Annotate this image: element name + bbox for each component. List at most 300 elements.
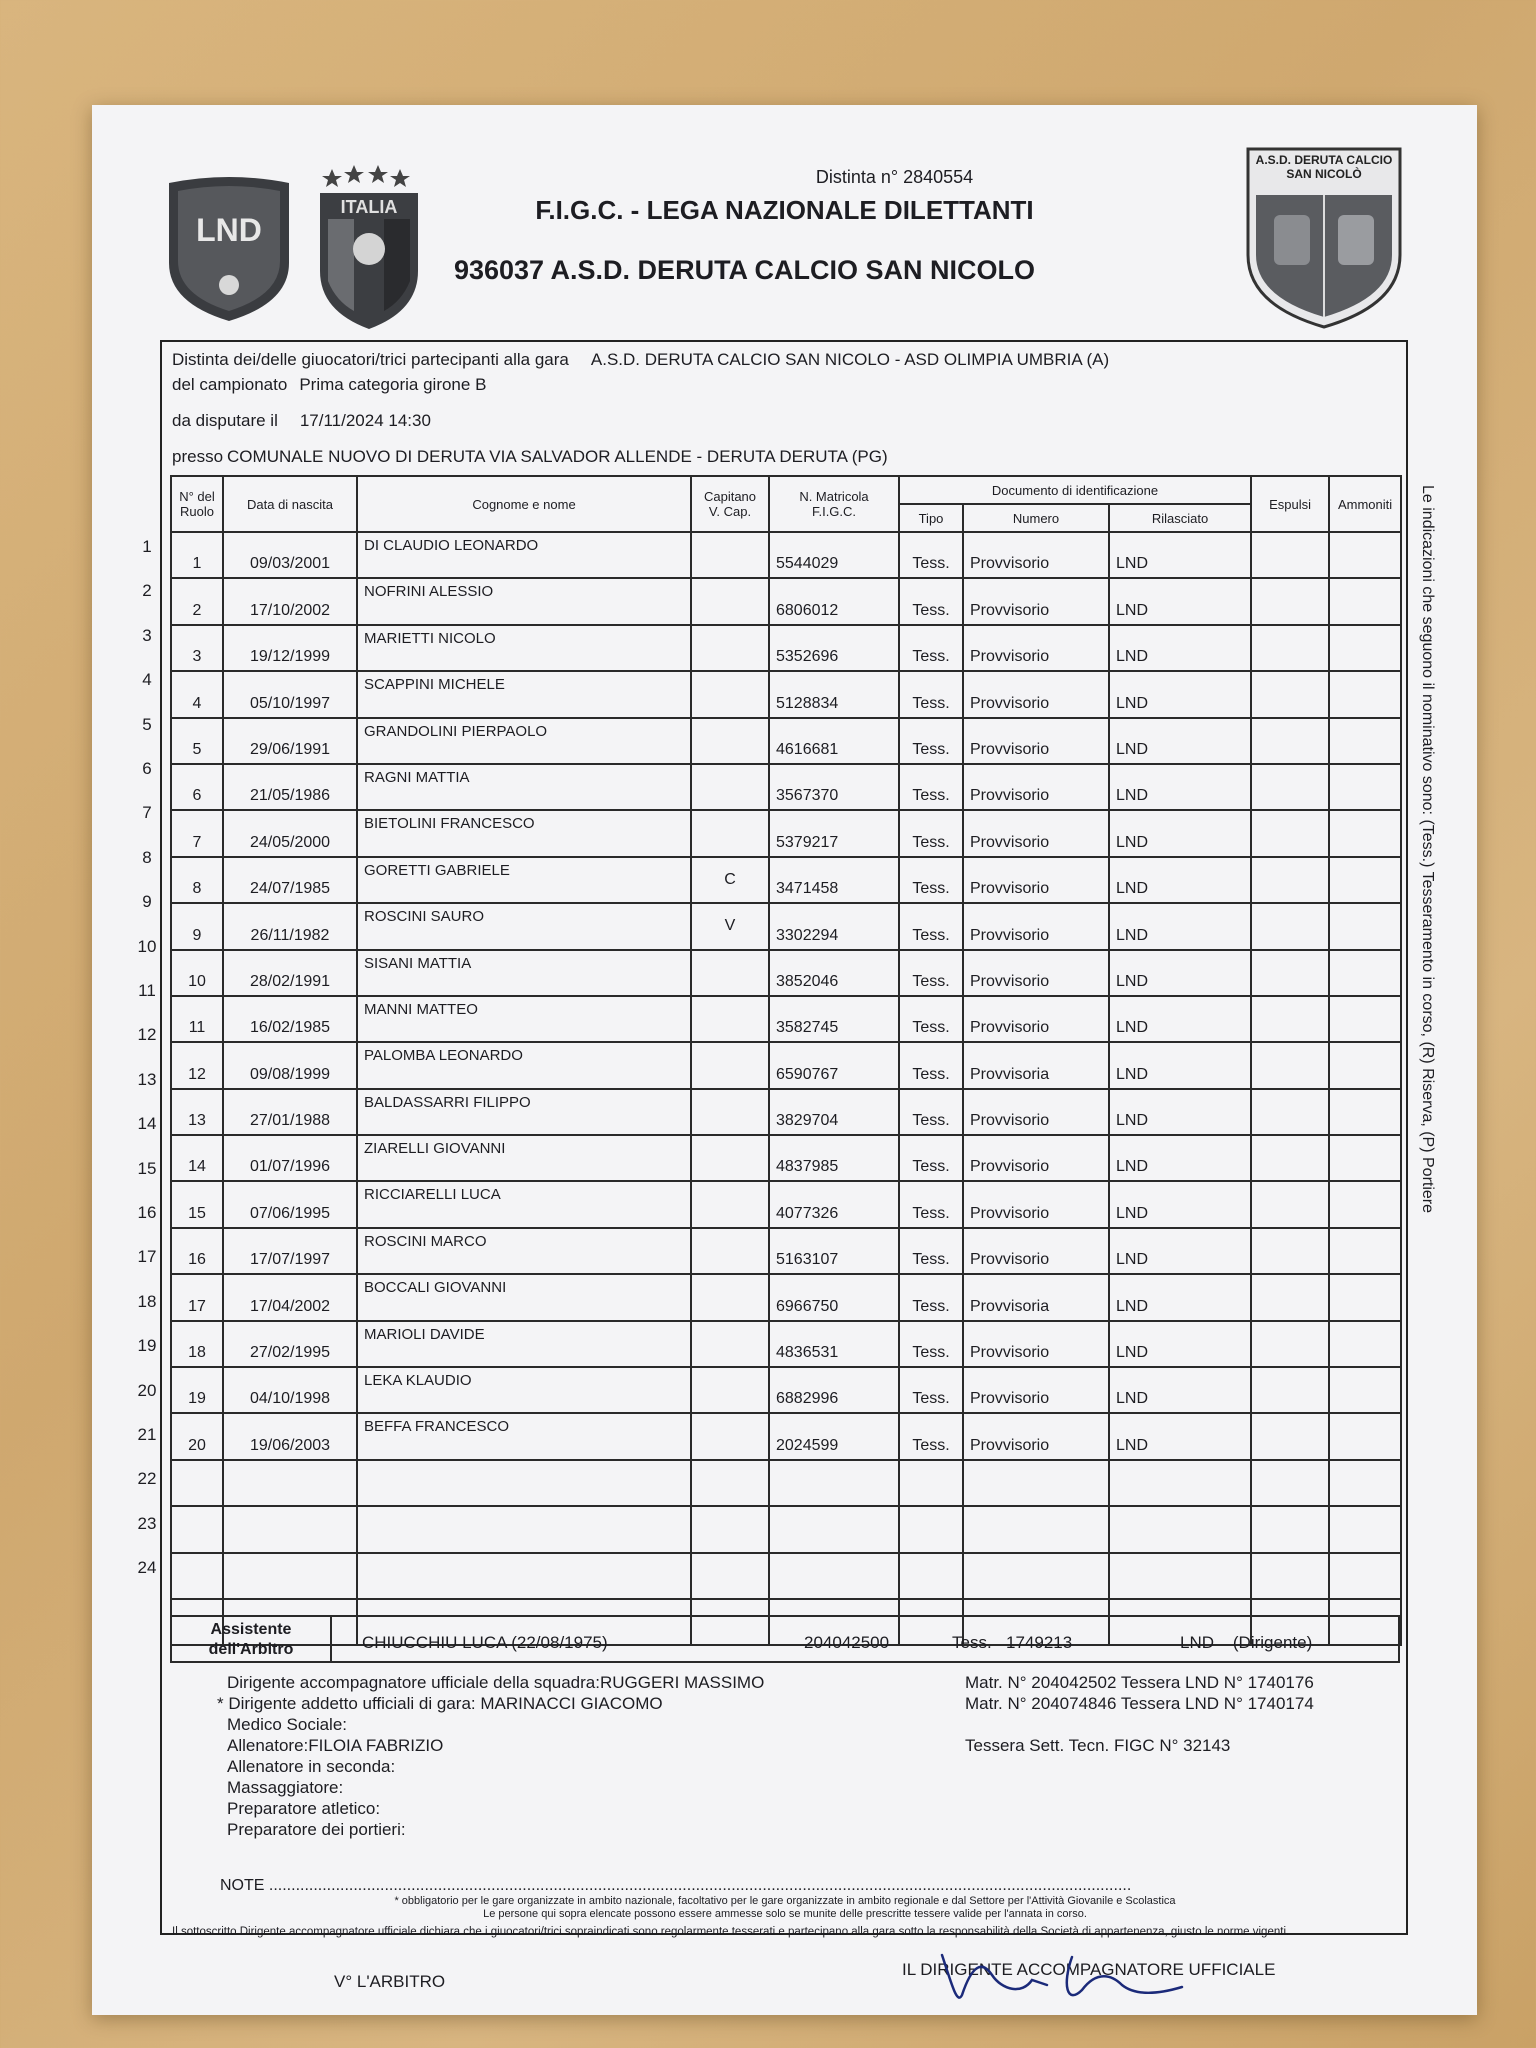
matricola-addetto: Matr. N° 204074846 Tessera LND N° 1740174 bbox=[965, 1694, 1314, 1713]
player-ruolo: 13 bbox=[171, 1089, 223, 1135]
player-capitano bbox=[691, 1135, 769, 1181]
col-nascita: Data di nascita bbox=[223, 476, 357, 532]
handwritten-signature bbox=[922, 1935, 1232, 2015]
gara-line: Distinta dei/delle giuocatori/trici partecipanti alla gara A.S.D. DERUTA CALCIO SAN NICOLO - ASD OLIMPIA UMBRIA (A) bbox=[172, 350, 1110, 369]
player-matricola: 4077326 bbox=[769, 1181, 899, 1227]
player-numero: Provvisoria bbox=[963, 1042, 1109, 1088]
player-nascita: 05/10/1997 bbox=[223, 671, 357, 717]
player-nascita: 07/06/1995 bbox=[223, 1181, 357, 1227]
player-name: RICCIARELLI LUCA bbox=[357, 1181, 691, 1227]
player-capitano bbox=[691, 625, 769, 671]
dirigente-accompagnatore: Dirigente accompagnatore ufficiale della squadra:RUGGERI MASSIMO bbox=[227, 1673, 765, 1692]
table-row bbox=[171, 1553, 1401, 1599]
player-nascita bbox=[223, 1506, 357, 1552]
player-espulsi bbox=[1251, 764, 1329, 810]
table-row bbox=[171, 718, 1401, 764]
player-ruolo: 2 bbox=[171, 578, 223, 624]
player-tipo: Tess. bbox=[899, 857, 963, 903]
player-name: LEKA KLAUDIO bbox=[357, 1367, 691, 1413]
table-row bbox=[171, 1321, 1401, 1367]
assistente-name: CHIUCCHIU LUCA (22/08/1975) bbox=[362, 1633, 608, 1652]
player-numero: Provvisorio bbox=[963, 857, 1109, 903]
player-name: BOCCALI GIOVANNI bbox=[357, 1274, 691, 1320]
table-row bbox=[171, 1228, 1401, 1274]
row-number: 11 bbox=[138, 981, 156, 1000]
player-rilasciato: LND bbox=[1109, 903, 1251, 949]
player-nascita: 19/06/2003 bbox=[223, 1413, 357, 1459]
row-number: 2 bbox=[142, 581, 152, 601]
player-numero: Provvisorio bbox=[963, 903, 1109, 949]
staff-matricole bbox=[965, 1672, 1314, 1756]
table-row bbox=[171, 671, 1401, 717]
player-rilasciato: LND bbox=[1109, 718, 1251, 764]
player-capitano bbox=[691, 578, 769, 624]
player-rilasciato: LND bbox=[1109, 764, 1251, 810]
player-numero bbox=[963, 1506, 1109, 1552]
player-ammoniti bbox=[1329, 1506, 1401, 1552]
player-espulsi bbox=[1251, 1460, 1329, 1506]
player-tipo bbox=[899, 1553, 963, 1599]
player-espulsi bbox=[1251, 718, 1329, 764]
player-ammoniti bbox=[1329, 1413, 1401, 1459]
player-nascita: 29/06/1991 bbox=[223, 718, 357, 764]
player-rilasciato: LND bbox=[1109, 810, 1251, 856]
player-ruolo: 16 bbox=[171, 1228, 223, 1274]
table-row bbox=[171, 578, 1401, 624]
player-nascita: 24/07/1985 bbox=[223, 857, 357, 903]
player-name: MARIETTI NICOLO bbox=[357, 625, 691, 671]
asterisk-note: * obbligatorio per le gare organizzate in ambito nazionale, facoltativo per le gare organizzate in ambito regionale e dal Settore per l'Attività Giovanile e Scolastica bbox=[394, 1895, 1176, 1907]
player-ruolo: 8 bbox=[171, 857, 223, 903]
player-nascita: 17/07/1997 bbox=[223, 1228, 357, 1274]
player-rilasciato: LND bbox=[1109, 1367, 1251, 1413]
tessera-allenatore: Tessera Sett. Tecn. FIGC N° 32143 bbox=[965, 1736, 1231, 1755]
ammesse-note: Le persone qui sopra elencate possono essere ammesse solo se munite delle prescritte tessere valide per l'annata in corso. bbox=[483, 1908, 1087, 1920]
player-matricola: 3582745 bbox=[769, 996, 899, 1042]
assistente-matricola: 204042500 bbox=[804, 1633, 890, 1652]
row-number: 16 bbox=[137, 1203, 157, 1222]
player-tipo: Tess. bbox=[899, 810, 963, 856]
player-espulsi bbox=[1251, 857, 1329, 903]
player-tipo: Tess. bbox=[899, 1135, 963, 1181]
player-matricola: 3852046 bbox=[769, 950, 899, 996]
player-capitano bbox=[691, 950, 769, 996]
player-name: ROSCINI SAURO bbox=[357, 903, 691, 949]
player-numero: Provvisorio bbox=[963, 1367, 1109, 1413]
player-tipo: Tess. bbox=[899, 1321, 963, 1367]
document-sheet bbox=[92, 105, 1477, 2015]
player-capitano bbox=[691, 1367, 769, 1413]
medico-sociale: Medico Sociale: bbox=[227, 1715, 348, 1734]
player-matricola bbox=[769, 1553, 899, 1599]
row-number: 19 bbox=[137, 1336, 157, 1356]
row-number: 9 bbox=[142, 892, 152, 912]
distinta-number: Distinta n° 2840554 bbox=[815, 167, 974, 187]
row-number: 6 bbox=[142, 759, 152, 778]
table-row bbox=[171, 1460, 1401, 1506]
table-row bbox=[171, 1367, 1401, 1413]
organization-title: F.I.G.C. - LEGA NAZIONALE DILETTANTI bbox=[535, 195, 1034, 225]
player-ruolo: 17 bbox=[171, 1274, 223, 1320]
player-numero: Provvisorio bbox=[963, 1413, 1109, 1459]
player-matricola: 3567370 bbox=[769, 764, 899, 810]
row-number: 18 bbox=[137, 1291, 157, 1311]
player-ruolo: 14 bbox=[171, 1135, 223, 1181]
player-numero: Provvisorio bbox=[963, 532, 1109, 578]
player-rilasciato: LND bbox=[1109, 625, 1251, 671]
player-name: SCAPPINI MICHELE bbox=[357, 671, 691, 717]
player-nascita: 09/08/1999 bbox=[223, 1042, 357, 1088]
club-title: 936037 A.S.D. DERUTA CALCIO SAN NICOLO bbox=[453, 255, 1036, 285]
player-nascita: 21/05/1986 bbox=[223, 764, 357, 810]
player-name: NOFRINI ALESSIO bbox=[357, 578, 691, 624]
col-documento: Documento di identificazione bbox=[899, 476, 1251, 504]
col-tipo: Tipo bbox=[899, 504, 963, 532]
table-row bbox=[171, 903, 1401, 949]
dirigente-signature-label: IL DIRIGENTE ACCOMPAGNATORE UFFICIALE bbox=[902, 1960, 1276, 1979]
player-name: GRANDOLINI PIERPAOLO bbox=[357, 718, 691, 764]
player-ruolo: 3 bbox=[171, 625, 223, 671]
player-matricola: 6806012 bbox=[769, 578, 899, 624]
player-matricola: 6590767 bbox=[769, 1042, 899, 1088]
player-name bbox=[357, 1553, 691, 1599]
player-rilasciato: LND bbox=[1109, 1413, 1251, 1459]
player-name: GORETTI GABRIELE bbox=[357, 857, 691, 903]
player-espulsi bbox=[1251, 1506, 1329, 1552]
row-number: 22 bbox=[137, 1469, 157, 1489]
player-matricola: 3471458 bbox=[769, 857, 899, 903]
allenatore-seconda: Allenatore in seconda: bbox=[227, 1757, 396, 1776]
player-tipo: Tess. bbox=[899, 1089, 963, 1135]
player-numero: Provvisorio bbox=[963, 625, 1109, 671]
player-tipo: Tess. bbox=[899, 1367, 963, 1413]
player-ammoniti bbox=[1329, 996, 1401, 1042]
player-ammoniti bbox=[1329, 718, 1401, 764]
player-nascita: 16/02/1985 bbox=[223, 996, 357, 1042]
player-tipo bbox=[899, 1460, 963, 1506]
player-name: MANNI MATTEO bbox=[357, 996, 691, 1042]
player-ammoniti bbox=[1329, 950, 1401, 996]
player-matricola: 4837985 bbox=[769, 1135, 899, 1181]
row-number: 21 bbox=[137, 1425, 157, 1444]
player-nascita: 17/10/2002 bbox=[223, 578, 357, 624]
player-rilasciato bbox=[1109, 1506, 1251, 1552]
table-row bbox=[171, 810, 1401, 856]
player-numero bbox=[963, 1553, 1109, 1599]
player-ammoniti bbox=[1329, 1460, 1401, 1506]
player-ammoniti bbox=[1329, 1228, 1401, 1274]
col-ruolo: N° del Ruolo bbox=[171, 476, 223, 532]
player-numero bbox=[963, 1460, 1109, 1506]
player-tipo: Tess. bbox=[899, 1274, 963, 1320]
player-ammoniti bbox=[1329, 1042, 1401, 1088]
player-tipo: Tess. bbox=[899, 1042, 963, 1088]
player-name: BALDASSARRI FILIPPO bbox=[357, 1089, 691, 1135]
note-line: NOTE .................................................................................................................................................................................................. bbox=[220, 1877, 1132, 1894]
player-nascita: 27/01/1988 bbox=[223, 1089, 357, 1135]
player-capitano bbox=[691, 764, 769, 810]
player-espulsi bbox=[1251, 1228, 1329, 1274]
player-ruolo: 10 bbox=[171, 950, 223, 996]
assistente-label: Assistente dell'Arbitro bbox=[172, 1617, 332, 1661]
player-name: MARIOLI DAVIDE bbox=[357, 1321, 691, 1367]
row-number: 5 bbox=[142, 714, 152, 734]
player-ruolo bbox=[171, 1506, 223, 1552]
player-tipo: Tess. bbox=[899, 1413, 963, 1459]
player-ruolo: 11 bbox=[171, 996, 223, 1042]
player-capitano bbox=[691, 1321, 769, 1367]
player-numero: Provvisorio bbox=[963, 1228, 1109, 1274]
svg-text:LND: LND bbox=[196, 212, 262, 248]
player-tipo: Tess. bbox=[899, 764, 963, 810]
data-line: da disputare il 17/11/2024 14:30 bbox=[172, 411, 431, 430]
player-ruolo: 4 bbox=[171, 671, 223, 717]
player-matricola bbox=[769, 1506, 899, 1552]
preparatore-atletico: Preparatore atletico: bbox=[227, 1799, 381, 1818]
table-row bbox=[171, 1506, 1401, 1552]
player-name: ROSCINI MARCO bbox=[357, 1228, 691, 1274]
player-ammoniti bbox=[1329, 671, 1401, 717]
player-nascita: 09/03/2001 bbox=[223, 532, 357, 578]
player-espulsi bbox=[1251, 950, 1329, 996]
dirigente-addetto: * Dirigente addetto ufficiali di gara: MARINACCI GIACOMO bbox=[217, 1694, 663, 1713]
staff-list bbox=[217, 1672, 765, 1840]
player-rilasciato: LND bbox=[1109, 1135, 1251, 1181]
massaggiatore: Massaggiatore: bbox=[227, 1778, 344, 1797]
player-ammoniti bbox=[1329, 857, 1401, 903]
player-nascita: 24/05/2000 bbox=[223, 810, 357, 856]
player-nascita: 01/07/1996 bbox=[223, 1135, 357, 1181]
player-nascita: 28/02/1991 bbox=[223, 950, 357, 996]
player-ruolo: 5 bbox=[171, 718, 223, 764]
row-number: 8 bbox=[142, 847, 152, 867]
player-capitano bbox=[691, 1042, 769, 1088]
table-row bbox=[171, 996, 1401, 1042]
assistente-rilasciato: LND (Dirigente) bbox=[1180, 1633, 1313, 1652]
player-espulsi bbox=[1251, 996, 1329, 1042]
player-capitano bbox=[691, 1228, 769, 1274]
table-row bbox=[171, 1042, 1401, 1088]
player-name: SISANI MATTIA bbox=[357, 950, 691, 996]
player-ammoniti bbox=[1329, 1089, 1401, 1135]
player-espulsi bbox=[1251, 1274, 1329, 1320]
player-capitano bbox=[691, 718, 769, 764]
player-matricola: 6882996 bbox=[769, 1367, 899, 1413]
table-row bbox=[171, 532, 1401, 578]
player-matricola: 3829704 bbox=[769, 1089, 899, 1135]
player-ammoniti bbox=[1329, 1135, 1401, 1181]
declaration: Il sottoscritto Dirigente accompagnatore ufficiale dichiara che i giuocatori/trici sopraindicati sono regolarmente tesserati e partecipano alla gara sotto la responsabilità della Società di appartenenza, giusto le norme vigenti. bbox=[172, 1926, 1290, 1938]
player-rilasciato: LND bbox=[1109, 950, 1251, 996]
player-matricola: 4616681 bbox=[769, 718, 899, 764]
player-ammoniti bbox=[1329, 1367, 1401, 1413]
player-ruolo: 12 bbox=[171, 1042, 223, 1088]
player-capitano bbox=[691, 1413, 769, 1459]
player-capitano bbox=[691, 1506, 769, 1552]
col-espulsi: Espulsi bbox=[1251, 476, 1329, 532]
player-espulsi bbox=[1251, 1042, 1329, 1088]
player-matricola bbox=[769, 1460, 899, 1506]
table-row bbox=[171, 950, 1401, 996]
player-ammoniti bbox=[1329, 578, 1401, 624]
player-numero: Provvisorio bbox=[963, 1321, 1109, 1367]
player-numero: Provvisorio bbox=[963, 810, 1109, 856]
player-rilasciato bbox=[1109, 1553, 1251, 1599]
player-numero: Provvisorio bbox=[963, 671, 1109, 717]
table-row bbox=[171, 1274, 1401, 1320]
row-number: 12 bbox=[137, 1025, 157, 1045]
assistente-numero: 1749213 bbox=[1006, 1633, 1073, 1652]
player-tipo: Tess. bbox=[899, 950, 963, 996]
player-tipo: Tess. bbox=[899, 996, 963, 1042]
row-number: 24 bbox=[137, 1558, 157, 1578]
player-tipo: Tess. bbox=[899, 903, 963, 949]
player-ruolo: 15 bbox=[171, 1181, 223, 1227]
player-ruolo: 7 bbox=[171, 810, 223, 856]
player-numero: Provvisorio bbox=[963, 1181, 1109, 1227]
assistente-tipo: Tess. bbox=[952, 1633, 992, 1652]
player-nascita bbox=[223, 1460, 357, 1506]
player-name: DI CLAUDIO LEONARDO bbox=[357, 532, 691, 578]
player-numero: Provvisorio bbox=[963, 764, 1109, 810]
player-rilasciato: LND bbox=[1109, 1089, 1251, 1135]
row-number: 14 bbox=[137, 1114, 157, 1134]
col-rilasciato: Rilasciato bbox=[1109, 504, 1251, 532]
player-capitano: V bbox=[691, 903, 769, 949]
player-tipo: Tess. bbox=[899, 718, 963, 764]
assistente-row bbox=[170, 1615, 1400, 1663]
player-matricola: 5544029 bbox=[769, 532, 899, 578]
player-ruolo bbox=[171, 1553, 223, 1599]
table-row bbox=[171, 764, 1401, 810]
player-name: ZIARELLI GIOVANNI bbox=[357, 1135, 691, 1181]
player-capitano bbox=[691, 810, 769, 856]
player-ruolo bbox=[171, 1460, 223, 1506]
player-capitano bbox=[691, 1181, 769, 1227]
player-capitano bbox=[691, 532, 769, 578]
player-matricola: 5128834 bbox=[769, 671, 899, 717]
player-capitano: C bbox=[691, 857, 769, 903]
player-espulsi bbox=[1251, 1553, 1329, 1599]
player-ruolo: 6 bbox=[171, 764, 223, 810]
player-name bbox=[357, 1460, 691, 1506]
player-name bbox=[357, 1506, 691, 1552]
player-capitano bbox=[691, 1274, 769, 1320]
row-number: 3 bbox=[142, 625, 152, 645]
player-nascita: 27/02/1995 bbox=[223, 1321, 357, 1367]
col-numero: Numero bbox=[963, 504, 1109, 532]
row-number: 13 bbox=[137, 1069, 157, 1089]
player-espulsi bbox=[1251, 1413, 1329, 1459]
player-capitano bbox=[691, 1460, 769, 1506]
player-espulsi bbox=[1251, 532, 1329, 578]
player-tipo: Tess. bbox=[899, 1181, 963, 1227]
row-number: 17 bbox=[137, 1247, 157, 1267]
player-rilasciato: LND bbox=[1109, 532, 1251, 578]
row-number: 10 bbox=[137, 936, 157, 956]
arbitro-signature-label: V° L'ARBITRO bbox=[334, 1972, 446, 1991]
player-capitano bbox=[691, 1553, 769, 1599]
player-tipo: Tess. bbox=[899, 625, 963, 671]
presso-line: presso COMUNALE NUOVO DI DERUTA VIA SALVADOR ALLENDE - DERUTA DERUTA (PG) bbox=[172, 447, 888, 466]
table-row bbox=[171, 1181, 1401, 1227]
player-matricola: 5352696 bbox=[769, 625, 899, 671]
player-capitano bbox=[691, 996, 769, 1042]
row-number: 23 bbox=[137, 1513, 157, 1533]
player-numero: Provvisorio bbox=[963, 718, 1109, 764]
player-name: BIETOLINI FRANCESCO bbox=[357, 810, 691, 856]
player-tipo: Tess. bbox=[899, 578, 963, 624]
player-nascita: 19/12/1999 bbox=[223, 625, 357, 671]
player-rilasciato: LND bbox=[1109, 671, 1251, 717]
vertical-legend: Le indicazioni che seguono il nominativo sono: (Tess.) Tesseramento in corso, (R) Riserva, (P) Portiere bbox=[1419, 485, 1436, 1214]
player-numero: Provvisorio bbox=[963, 996, 1109, 1042]
player-rilasciato: LND bbox=[1109, 1042, 1251, 1088]
player-ammoniti bbox=[1329, 625, 1401, 671]
player-numero: Provvisorio bbox=[963, 1089, 1109, 1135]
player-espulsi bbox=[1251, 578, 1329, 624]
player-name: PALOMBA LEONARDO bbox=[357, 1042, 691, 1088]
player-matricola: 3302294 bbox=[769, 903, 899, 949]
col-capitano: Capitano V. Cap. bbox=[691, 476, 769, 532]
player-tipo: Tess. bbox=[899, 671, 963, 717]
player-numero: Provvisorio bbox=[963, 1135, 1109, 1181]
player-espulsi bbox=[1251, 810, 1329, 856]
player-nascita: 17/04/2002 bbox=[223, 1274, 357, 1320]
player-tipo: Tess. bbox=[899, 1228, 963, 1274]
player-rilasciato: LND bbox=[1109, 996, 1251, 1042]
player-ammoniti bbox=[1329, 903, 1401, 949]
col-nome: Cognome e nome bbox=[357, 476, 691, 532]
player-espulsi bbox=[1251, 1089, 1329, 1135]
player-rilasciato bbox=[1109, 1460, 1251, 1506]
player-espulsi bbox=[1251, 625, 1329, 671]
player-nascita: 26/11/1982 bbox=[223, 903, 357, 949]
table-row bbox=[171, 1135, 1401, 1181]
preparatore-portieri: Preparatore dei portieri: bbox=[227, 1820, 406, 1839]
player-espulsi bbox=[1251, 671, 1329, 717]
player-rilasciato: LND bbox=[1109, 1321, 1251, 1367]
row-number: 4 bbox=[142, 670, 152, 690]
player-matricola: 4836531 bbox=[769, 1321, 899, 1367]
player-matricola: 5379217 bbox=[769, 810, 899, 856]
player-ammoniti bbox=[1329, 810, 1401, 856]
player-ammoniti bbox=[1329, 1181, 1401, 1227]
player-numero: Provvisorio bbox=[963, 950, 1109, 996]
row-number: 15 bbox=[137, 1158, 157, 1178]
row-number: 1 bbox=[142, 537, 152, 556]
player-ammoniti bbox=[1329, 764, 1401, 810]
club-crest: A.S.D. DERUTA CALCIO SAN NICOLÒ bbox=[1244, 145, 1404, 330]
player-matricola: 2024599 bbox=[769, 1413, 899, 1459]
players-table bbox=[170, 475, 1402, 1646]
player-rilasciato: LND bbox=[1109, 1228, 1251, 1274]
player-ruolo: 18 bbox=[171, 1321, 223, 1367]
player-name: BEFFA FRANCESCO bbox=[357, 1413, 691, 1459]
svg-text:ITALIA: ITALIA bbox=[340, 197, 398, 217]
player-numero: Provvisoria bbox=[963, 1274, 1109, 1320]
player-espulsi bbox=[1251, 1181, 1329, 1227]
player-name: RAGNI MATTIA bbox=[357, 764, 691, 810]
allenatore: Allenatore:FILOIA FABRIZIO bbox=[227, 1736, 444, 1755]
player-matricola: 6966750 bbox=[769, 1274, 899, 1320]
player-espulsi bbox=[1251, 1367, 1329, 1413]
player-matricola: 5163107 bbox=[769, 1228, 899, 1274]
player-ammoniti bbox=[1329, 1274, 1401, 1320]
player-capitano bbox=[691, 671, 769, 717]
player-rilasciato: LND bbox=[1109, 578, 1251, 624]
player-espulsi bbox=[1251, 903, 1329, 949]
